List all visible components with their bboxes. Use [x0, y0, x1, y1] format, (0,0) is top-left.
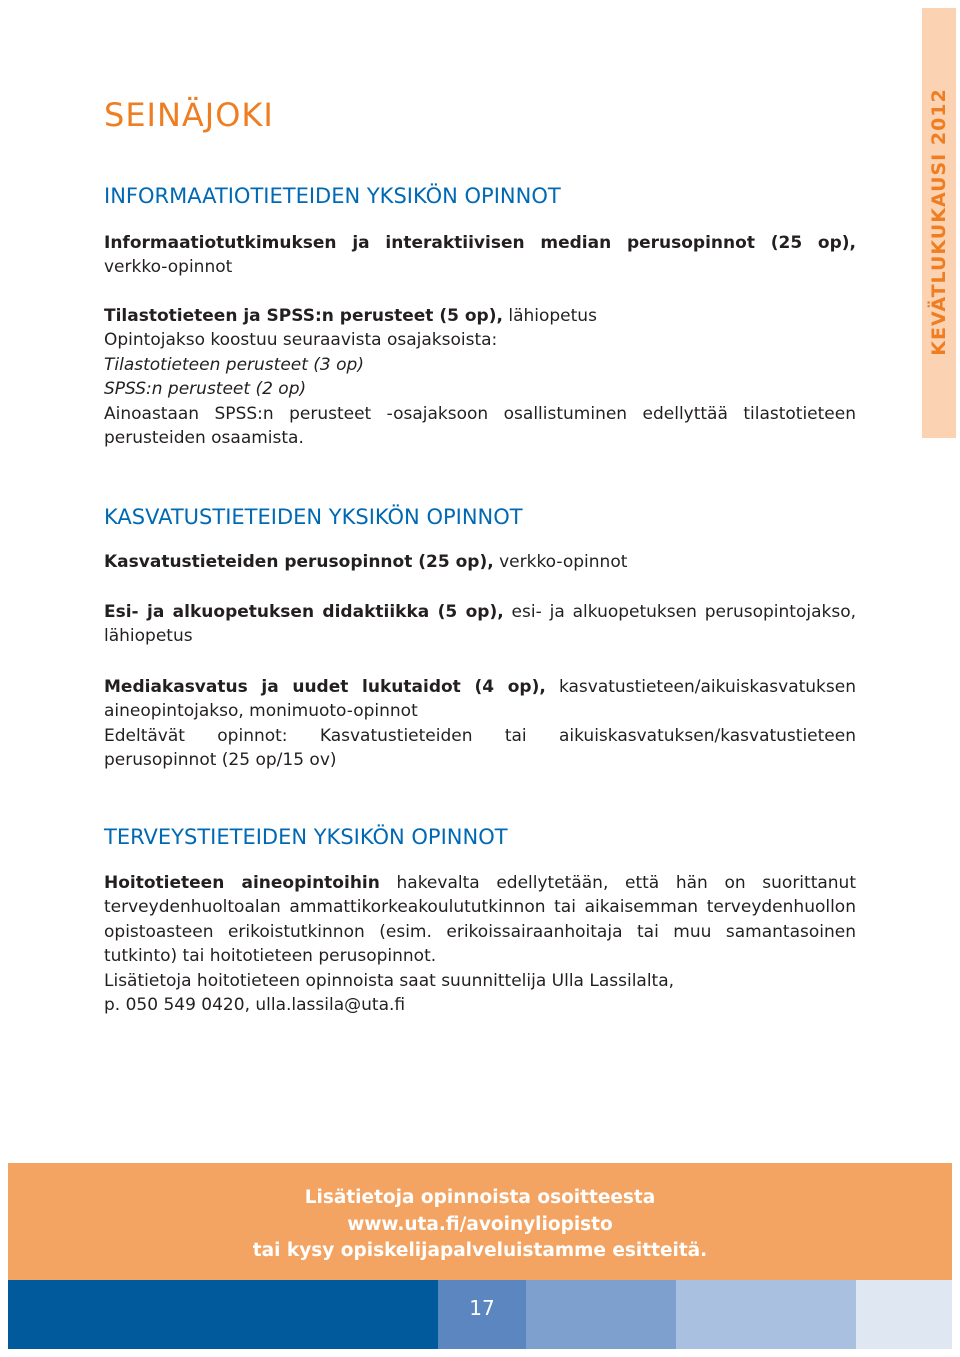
course-part: Tilastotieteen perusteet (3 op)	[104, 354, 364, 375]
paragraph-kasvatus-perusopinnot	[104, 550, 856, 574]
page-number: 17	[469, 1296, 495, 1320]
course-info: verkko-opinnot	[104, 257, 233, 278]
paragraph-mediakasvatus	[104, 675, 856, 773]
course-title: Esi- ja alkuopetuksen didaktiikka (5 op),	[104, 602, 504, 622]
course-title: Hoitotieteen aineopintoihin	[104, 873, 380, 893]
semester-label: KEVÄTLUKUKAUSI 2012	[928, 88, 950, 356]
section-heading-terveys: TERVEYSTIETEIDEN YKSIKÖN OPINNOT	[104, 825, 508, 849]
footer-text	[8, 1185, 952, 1265]
section-heading-informaatio: INFORMAATIOTIETEIDEN YKSIKÖN OPINNOT	[104, 184, 561, 208]
section-heading-kasvatus: KASVATUSTIETEIDEN YKSIKÖN OPINNOT	[104, 505, 523, 529]
paragraph-didaktiikka	[104, 600, 856, 649]
course-title: Mediakasvatus ja uudet lukutaidot (4 op),	[104, 677, 546, 697]
course-info: verkko-opinnot	[493, 552, 628, 572]
contact-line: Lisätietoja hoitotieteen opinnoista saat suunnittelija Ulla Lassilalta,	[104, 970, 675, 991]
prerequisite-text: Edeltävät opinnot: Kasvatustieteiden tai aikuiskasvatuksen/kasvatustieteen perusopinnot (25 op/15 ov)	[104, 725, 856, 771]
course-part: SPSS:n perusteet (2 op)	[104, 379, 307, 400]
contact-details: p. 050 549 0420, ulla.lassila@uta.fi	[104, 995, 406, 1016]
paragraph-informaatio-perusopinnot	[104, 231, 856, 280]
course-title: Informaatiotutkimuksen ja interaktiivisen median perusopinnot (25 op),	[104, 233, 856, 253]
course-title: Tilastotieteen ja SPSS:n perusteet (5 op),	[104, 306, 503, 326]
course-info: kasvatustieteen/aikuiskasvatuksen aineopintojakso, monimuoto-opinnot	[104, 677, 856, 722]
course-info: hakevalta edellytetään, että hän on suorittanut terveydenhuoltoalan ammattikorkeakoulututkinnon tai aikaisemman terveydenhuollon opistoasteen erikoistutkinnon (esim. erikoissairaanhoitaja tai muu samantasoinen tutkinto) tai hoitotieteen perusopinnot.	[104, 873, 856, 967]
paragraph-hoitotiede	[104, 871, 856, 1017]
course-title: Kasvatustieteiden perusopinnot (25 op),	[104, 552, 494, 572]
color-strip	[8, 1280, 438, 1349]
footer-line: tai kysy opiskelijapalveluistamme esitteitä.	[252, 1240, 708, 1261]
footer-link[interactable]: www.uta.fi/avoinyliopisto	[347, 1213, 613, 1235]
course-info: lähiopetus	[502, 306, 597, 326]
color-strip	[526, 1280, 676, 1349]
course-line: Opintojakso koostuu seuraavista osajaksoista:	[104, 330, 498, 351]
footer-line: Lisätietoja opinnoista osoitteesta	[304, 1187, 656, 1208]
color-strip	[676, 1280, 856, 1349]
course-info: esi- ja alkuopetuksen perusopintojakso, lähiopetus	[104, 602, 857, 647]
page-title: SEINÄJOKI	[104, 96, 274, 134]
color-strip	[856, 1280, 952, 1349]
paragraph-tilastotiede	[104, 304, 856, 450]
course-line: Ainoastaan SPSS:n perusteet -osajaksoon osallistuminen edellyttää tilastotieteen perusteiden osaamista.	[104, 403, 856, 449]
